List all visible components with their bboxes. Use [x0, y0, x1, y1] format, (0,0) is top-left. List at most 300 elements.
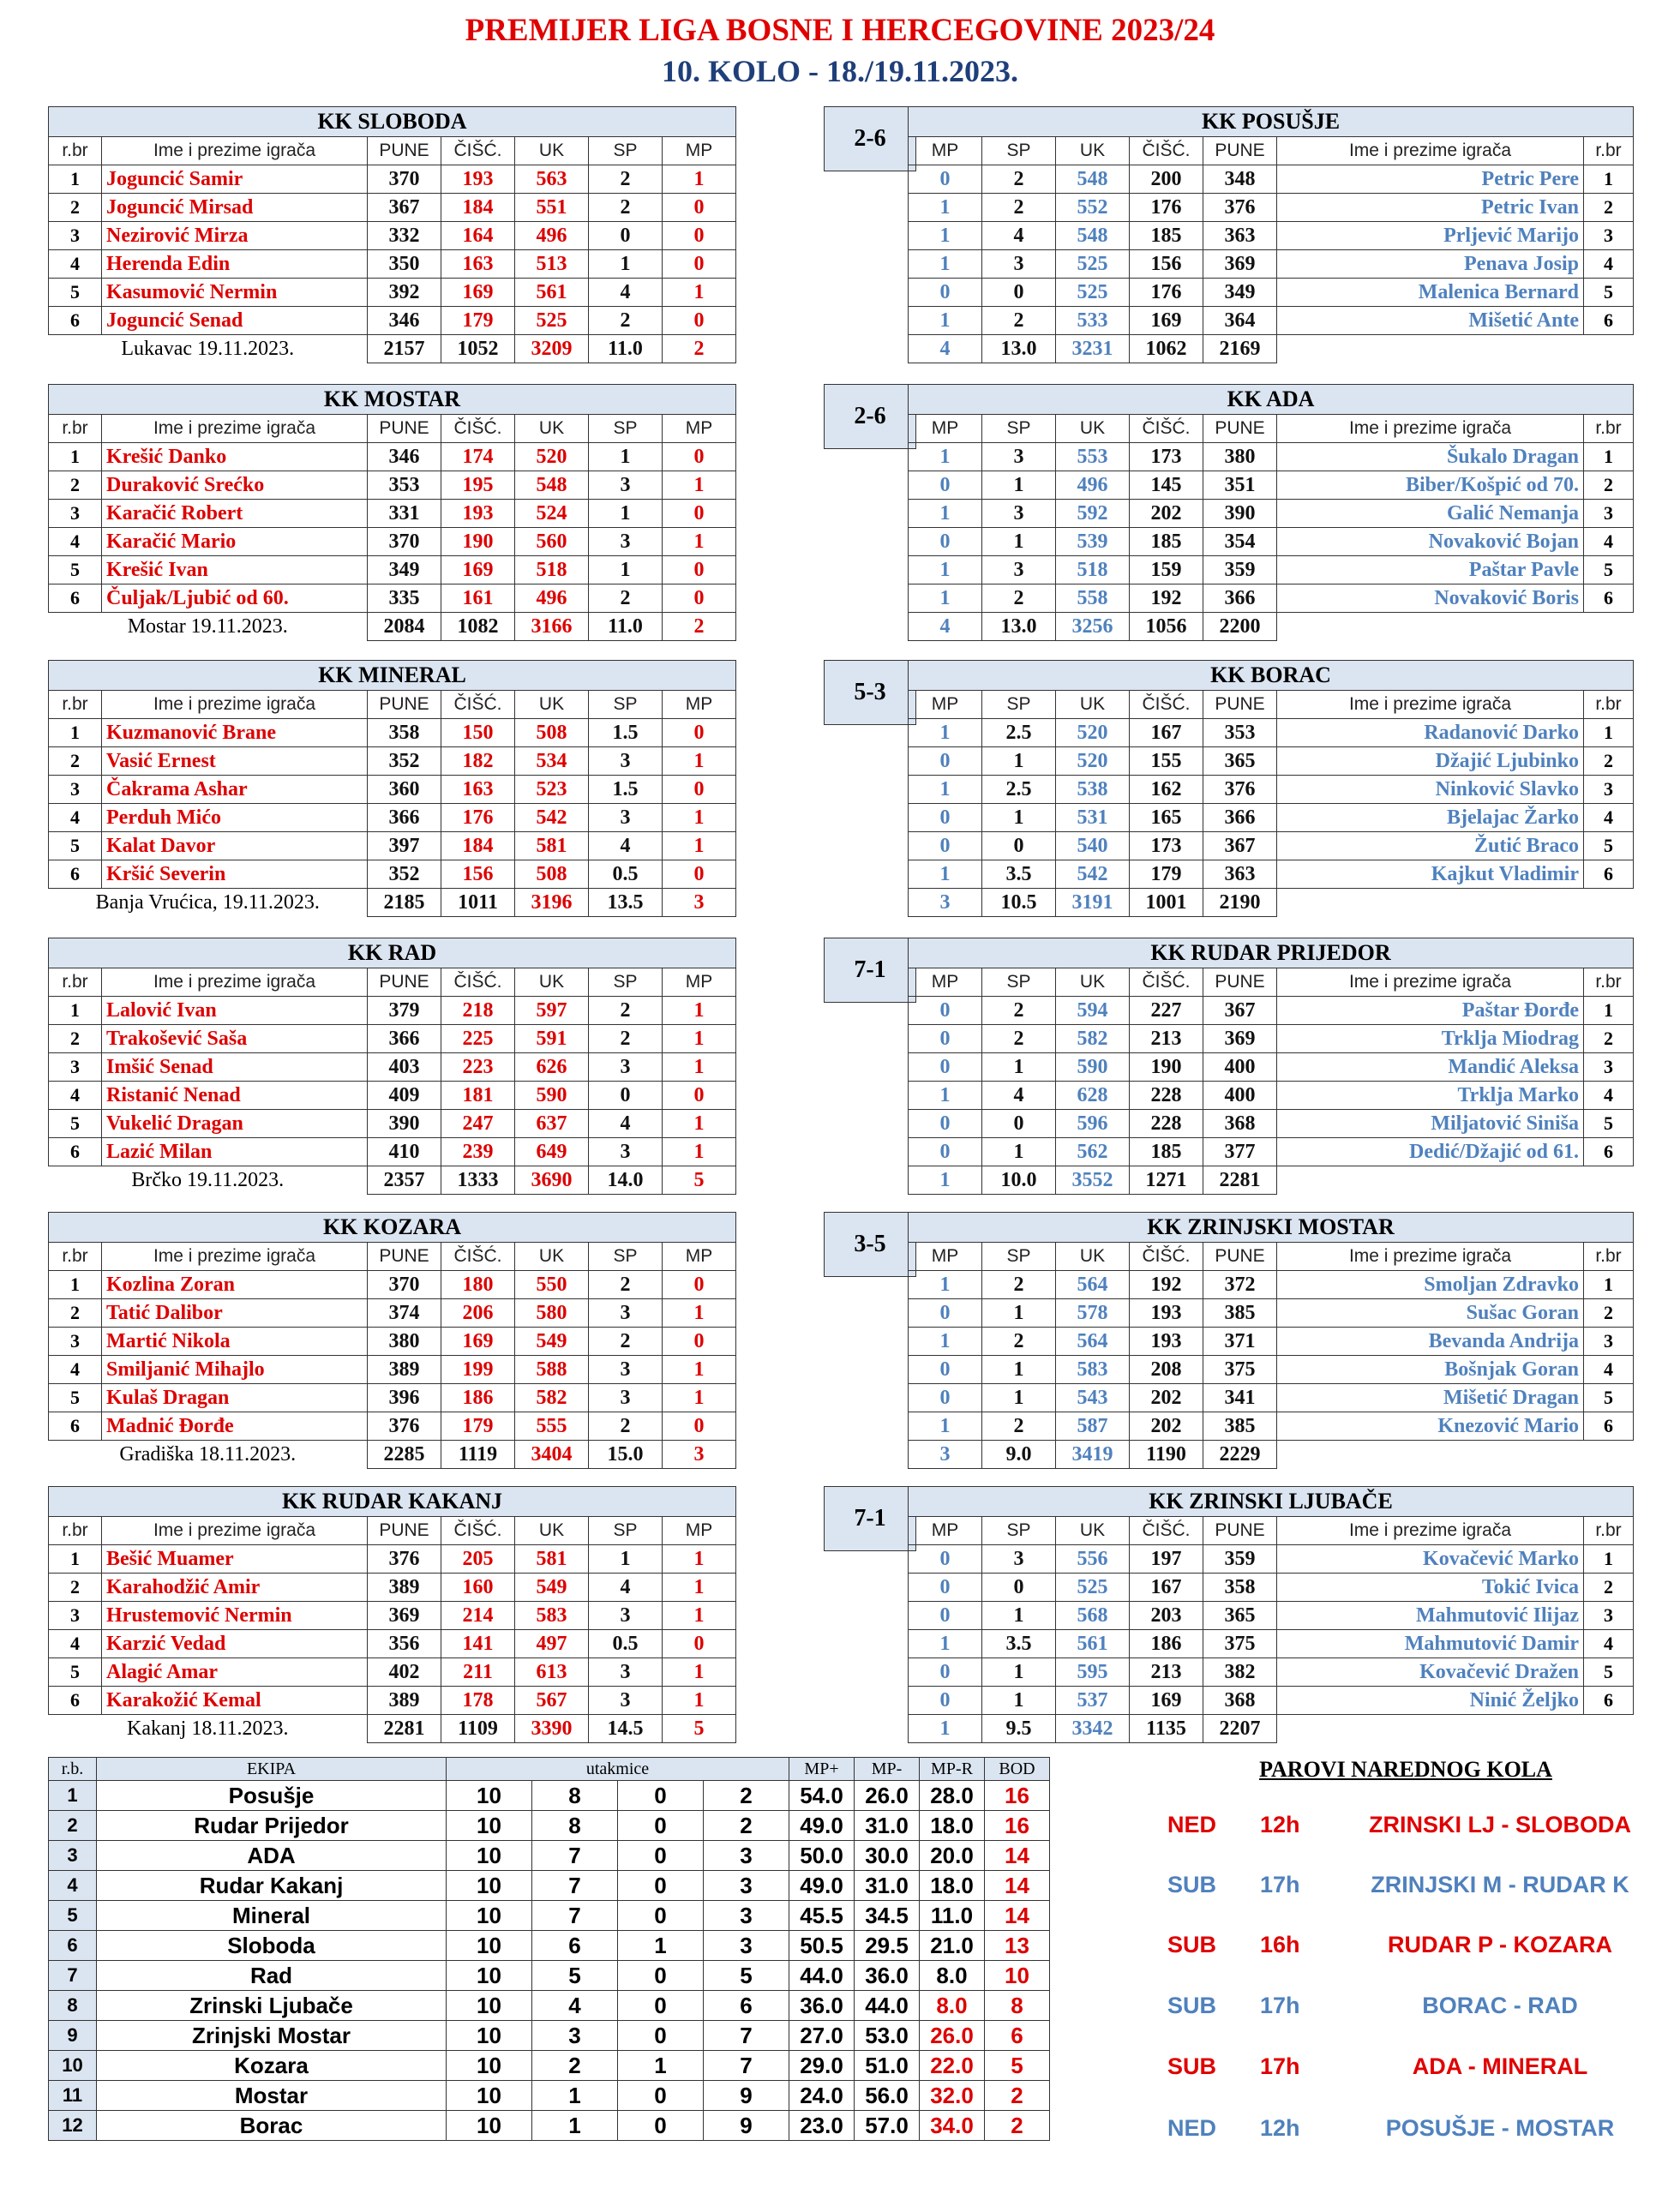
player-sp: 3 [982, 1545, 1056, 1574]
away-team-table [908, 938, 1634, 1195]
player-row [49, 222, 736, 250]
player-uk: 520 [1056, 747, 1130, 776]
player-rank: 4 [1584, 804, 1634, 832]
player-row [49, 1574, 736, 1602]
player-rank: 1 [1584, 719, 1634, 747]
player-sp: 2 [982, 997, 1056, 1025]
player-rank: 3 [1584, 1053, 1634, 1082]
player-pune: 359 [1203, 556, 1277, 584]
standings-draws: 0 [618, 1871, 704, 1901]
total-sp: 10.0 [982, 1166, 1056, 1195]
player-mp: 1 [663, 1602, 736, 1630]
player-sp: 1 [982, 1356, 1056, 1384]
home-total-row [49, 1441, 736, 1469]
player-rank: 3 [49, 1053, 102, 1082]
home-team-name: KK RUDAR KAKANJ [49, 1487, 736, 1517]
player-mp: 0 [909, 279, 982, 307]
home-team-table [48, 1212, 736, 1469]
match-block [48, 1212, 1673, 1478]
match-score: 7-1 [824, 1486, 916, 1551]
player-uk: 590 [1056, 1053, 1130, 1082]
column-header: r.br [1584, 1243, 1634, 1271]
player-uk: 560 [515, 528, 589, 556]
column-header-row [49, 415, 736, 443]
total-pune: 2185 [368, 889, 441, 917]
player-rank: 5 [49, 832, 102, 860]
player-cisc: 173 [1130, 443, 1203, 471]
home-total-row [49, 889, 736, 917]
player-sp: 4 [589, 832, 663, 860]
player-name: Alagić Amar [102, 1658, 368, 1687]
player-name: Biber/Košpić od 70. [1277, 471, 1584, 500]
player-row [909, 584, 1634, 613]
player-cisc: 195 [441, 471, 515, 500]
standings-team: Mostar [97, 2081, 447, 2111]
player-mp: 0 [663, 250, 736, 279]
standings-mp-plus: 29.0 [789, 2051, 855, 2081]
column-header: UK [1056, 691, 1130, 719]
player-pune: 396 [368, 1384, 441, 1412]
column-header: ČIŠĆ. [1130, 1517, 1203, 1545]
column-header: UK [1056, 415, 1130, 443]
player-rank: 1 [1584, 165, 1634, 194]
player-pune: 376 [368, 1545, 441, 1574]
player-pune: 379 [368, 997, 441, 1025]
player-mp: 1 [663, 528, 736, 556]
player-sp: 3 [589, 471, 663, 500]
total-pune: 2190 [1203, 889, 1277, 917]
player-cisc: 159 [1130, 556, 1203, 584]
player-mp: 1 [663, 279, 736, 307]
player-uk: 520 [515, 443, 589, 471]
match-place-date: Lukavac 19.11.2023. [121, 337, 295, 360]
player-cisc: 162 [1130, 776, 1203, 804]
player-uk: 582 [1056, 1025, 1130, 1053]
pair-day: SUB [1167, 2053, 1217, 2079]
player-pune: 370 [368, 528, 441, 556]
player-uk: 549 [515, 1574, 589, 1602]
standings-rank: 7 [49, 1961, 97, 1991]
player-sp: 1 [589, 500, 663, 528]
player-uk: 580 [515, 1299, 589, 1328]
player-cisc: 141 [441, 1630, 515, 1658]
player-row [49, 528, 736, 556]
player-sp: 4 [589, 279, 663, 307]
player-uk: 596 [1056, 1110, 1130, 1138]
player-sp: 2 [982, 584, 1056, 613]
player-sp: 1.5 [589, 776, 663, 804]
player-rank: 3 [49, 500, 102, 528]
standings-points: 16 [985, 1781, 1050, 1811]
player-cisc: 202 [1130, 1412, 1203, 1441]
player-cisc: 239 [441, 1138, 515, 1166]
total-sp: 14.5 [589, 1715, 663, 1743]
player-pune: 346 [368, 307, 441, 335]
pair-time: 16h [1260, 1932, 1300, 1957]
away-team-name: KK ZRINSKI LJUBAČE [909, 1487, 1634, 1517]
standings-mp-diff: 34.0 [920, 2111, 985, 2141]
match-place-date: Mostar 19.11.2023. [127, 614, 288, 638]
player-row [49, 1545, 736, 1574]
total-cisc: 1109 [441, 1715, 515, 1743]
away-team-table [908, 1212, 1634, 1469]
player-row [49, 194, 736, 222]
player-name: Trklja Marko [1277, 1082, 1584, 1110]
player-rank: 1 [1584, 997, 1634, 1025]
player-mp: 0 [663, 860, 736, 889]
player-name: Mahmutović Ilijaz [1277, 1602, 1584, 1630]
standings-header: MP- [855, 1758, 920, 1781]
standings-mp-minus: 31.0 [855, 1871, 920, 1901]
player-mp: 0 [909, 1356, 982, 1384]
player-uk: 533 [1056, 307, 1130, 335]
standings-losses: 3 [704, 1901, 789, 1931]
player-uk: 534 [515, 747, 589, 776]
standings-draws: 0 [618, 2021, 704, 2051]
player-row [49, 307, 736, 335]
player-cisc: 192 [1130, 584, 1203, 613]
player-name: Joguncić Senad [102, 307, 368, 335]
player-row [49, 1658, 736, 1687]
column-header-row [909, 1517, 1634, 1545]
player-rank: 2 [1584, 1025, 1634, 1053]
standings-mp-plus: 24.0 [789, 2081, 855, 2111]
player-cisc: 200 [1130, 165, 1203, 194]
player-cisc: 161 [441, 584, 515, 613]
standings-row [49, 2081, 1050, 2111]
standings-draws: 1 [618, 2051, 704, 2081]
total-sp: 14.0 [589, 1166, 663, 1195]
standings-losses: 7 [704, 2051, 789, 2081]
player-row [49, 250, 736, 279]
player-rank: 4 [49, 804, 102, 832]
total-mp: 5 [663, 1715, 736, 1743]
standings-losses: 3 [704, 1931, 789, 1961]
player-rank: 6 [49, 860, 102, 889]
standings-losses: 2 [704, 1781, 789, 1811]
player-name: Trakošević Saša [102, 1025, 368, 1053]
player-rank: 1 [49, 719, 102, 747]
player-uk: 637 [515, 1110, 589, 1138]
player-mp: 0 [909, 997, 982, 1025]
pair-match: RUDAR P - KOZARA [1388, 1932, 1612, 1957]
player-pune: 376 [1203, 776, 1277, 804]
player-row [909, 1271, 1634, 1299]
player-uk: 531 [1056, 804, 1130, 832]
player-mp: 0 [909, 471, 982, 500]
player-pune: 348 [1203, 165, 1277, 194]
player-pune: 376 [368, 1412, 441, 1441]
player-mp: 1 [663, 1025, 736, 1053]
total-mp: 4 [909, 613, 982, 641]
player-uk: 561 [515, 279, 589, 307]
standings-header-row [49, 1758, 1050, 1781]
standings-table [48, 1757, 1050, 2141]
standings-wins: 7 [532, 1841, 618, 1871]
player-mp: 1 [663, 997, 736, 1025]
column-header: UK [515, 691, 589, 719]
player-mp: 0 [663, 1328, 736, 1356]
player-rank: 3 [49, 776, 102, 804]
standings-rank: 9 [49, 2021, 97, 2051]
player-mp: 1 [663, 1545, 736, 1574]
player-sp: 0 [982, 279, 1056, 307]
player-sp: 4 [982, 222, 1056, 250]
player-mp: 1 [663, 1574, 736, 1602]
player-mp: 0 [663, 1630, 736, 1658]
home-team-name: KK MOSTAR [49, 385, 736, 415]
player-sp: 3 [589, 1053, 663, 1082]
total-uk: 3191 [1056, 889, 1130, 917]
standings-losses: 3 [704, 1871, 789, 1901]
column-header: SP [982, 137, 1056, 165]
column-header: PUNE [1203, 415, 1277, 443]
player-uk: 543 [1056, 1384, 1130, 1412]
player-pune: 392 [368, 279, 441, 307]
total-sp: 13.0 [982, 335, 1056, 363]
player-pune: 377 [1203, 1138, 1277, 1166]
player-sp: 2 [589, 1328, 663, 1356]
player-sp: 2 [589, 997, 663, 1025]
column-header: r.br [49, 691, 102, 719]
player-sp: 3 [589, 528, 663, 556]
column-header-row [909, 691, 1634, 719]
player-sp: 1 [982, 747, 1056, 776]
total-uk: 3419 [1056, 1441, 1130, 1469]
away-total-row [909, 1715, 1634, 1743]
player-cisc: 178 [441, 1687, 515, 1715]
player-rank: 3 [1584, 1602, 1634, 1630]
player-sp: 2 [589, 584, 663, 613]
player-uk: 558 [1056, 584, 1130, 613]
standings-mp-diff: 21.0 [920, 1931, 985, 1961]
player-row [49, 1110, 736, 1138]
player-rank: 1 [1584, 1271, 1634, 1299]
player-row [49, 1025, 736, 1053]
column-header: Ime i prezime igrača [1277, 968, 1584, 997]
pair-match: ZRINJSKI M - RUDAR K [1371, 1872, 1629, 1897]
player-cisc: 169 [441, 1328, 515, 1356]
standings-mp-minus: 26.0 [855, 1781, 920, 1811]
player-mp: 1 [909, 1082, 982, 1110]
column-header: MP [663, 1243, 736, 1271]
player-cisc: 173 [1130, 832, 1203, 860]
pair-time: 17h [1260, 1872, 1300, 1897]
player-pune: 360 [368, 776, 441, 804]
player-name: Petric Ivan [1277, 194, 1584, 222]
player-rank: 1 [1584, 1545, 1634, 1574]
player-pune: 341 [1203, 1384, 1277, 1412]
match-score: 2-6 [824, 384, 916, 449]
player-row [49, 1630, 736, 1658]
home-team-name: KK MINERAL [49, 661, 736, 691]
standings-losses: 3 [704, 1841, 789, 1871]
player-uk: 508 [515, 719, 589, 747]
player-sp: 2 [589, 1412, 663, 1441]
player-name: Galić Nemanja [1277, 500, 1584, 528]
standings-losses: 6 [704, 1991, 789, 2021]
player-pune: 400 [1203, 1053, 1277, 1082]
player-row [909, 1299, 1634, 1328]
standings-mp-diff: 20.0 [920, 1841, 985, 1871]
column-header: PUNE [1203, 691, 1277, 719]
player-mp: 1 [909, 1630, 982, 1658]
player-uk: 552 [1056, 194, 1130, 222]
player-rank: 4 [49, 1630, 102, 1658]
total-pune: 2285 [368, 1441, 441, 1469]
player-sp: 1 [589, 443, 663, 471]
player-uk: 497 [515, 1630, 589, 1658]
standings-points: 2 [985, 2111, 1050, 2141]
player-rank: 5 [1584, 1658, 1634, 1687]
player-name: Kalat Davor [102, 832, 368, 860]
standings-row [49, 1781, 1050, 1811]
player-cisc: 180 [441, 1271, 515, 1299]
player-row [49, 584, 736, 613]
player-pune: 385 [1203, 1412, 1277, 1441]
player-row [49, 279, 736, 307]
player-name: Duraković Srećko [102, 471, 368, 500]
away-team-name: KK POSUŠJE [909, 107, 1634, 137]
column-header: UK [1056, 137, 1130, 165]
player-sp: 3 [982, 500, 1056, 528]
player-cisc: 193 [1130, 1299, 1203, 1328]
player-rank: 6 [1584, 307, 1634, 335]
player-name: Tokić Ivica [1277, 1574, 1584, 1602]
total-cisc: 1271 [1130, 1166, 1203, 1195]
total-sp: 11.0 [589, 613, 663, 641]
standings-rank: 2 [49, 1811, 97, 1841]
player-uk: 555 [515, 1412, 589, 1441]
player-cisc: 186 [441, 1384, 515, 1412]
player-sp: 2 [589, 165, 663, 194]
player-cisc: 179 [1130, 860, 1203, 889]
player-pune: 366 [368, 804, 441, 832]
total-uk: 3256 [1056, 613, 1130, 641]
player-pune: 370 [368, 1271, 441, 1299]
player-uk: 540 [1056, 832, 1130, 860]
column-header: PUNE [368, 1517, 441, 1545]
home-team-table [48, 106, 736, 363]
player-mp: 1 [909, 250, 982, 279]
total-uk: 3552 [1056, 1166, 1130, 1195]
standings-points: 2 [985, 2081, 1050, 2111]
total-pune: 2281 [368, 1715, 441, 1743]
standings-header: EKIPA [97, 1758, 447, 1781]
player-name: Madnić Đorđe [102, 1412, 368, 1441]
column-header: PUNE [368, 691, 441, 719]
player-row [909, 279, 1634, 307]
total-cisc: 1052 [441, 335, 515, 363]
standings-losses: 9 [704, 2081, 789, 2111]
player-mp: 0 [909, 1545, 982, 1574]
player-sp: 1.5 [589, 719, 663, 747]
player-pune: 352 [368, 747, 441, 776]
column-header: Ime i prezime igrača [102, 1243, 368, 1271]
player-rank: 5 [1584, 1384, 1634, 1412]
player-name: Žutić Braco [1277, 832, 1584, 860]
player-row [909, 832, 1634, 860]
player-pune: 367 [1203, 997, 1277, 1025]
player-uk: 578 [1056, 1299, 1130, 1328]
total-uk: 3690 [515, 1166, 589, 1195]
player-pune: 359 [1203, 1545, 1277, 1574]
player-mp: 1 [663, 165, 736, 194]
player-pune: 365 [1203, 1602, 1277, 1630]
home-team-header-row [49, 1487, 736, 1517]
player-cisc: 160 [441, 1574, 515, 1602]
player-mp: 1 [909, 307, 982, 335]
standings-team: Borac [97, 2111, 447, 2141]
player-name: Kršić Severin [102, 860, 368, 889]
home-team-header-row [49, 938, 736, 968]
standings-rank: 5 [49, 1901, 97, 1931]
player-cisc: 167 [1130, 719, 1203, 747]
standings-row [49, 1811, 1050, 1841]
player-name: Smoljan Zdravko [1277, 1271, 1584, 1299]
player-name: Kovačević Marko [1277, 1545, 1584, 1574]
standings-points: 5 [985, 2051, 1050, 2081]
column-header-row [909, 1243, 1634, 1271]
column-header: ČIŠĆ. [1130, 1243, 1203, 1271]
total-cisc: 1062 [1130, 335, 1203, 363]
player-sp: 3 [589, 1687, 663, 1715]
player-row [49, 165, 736, 194]
standings-mp-minus: 56.0 [855, 2081, 920, 2111]
total-mp: 2 [663, 335, 736, 363]
player-sp: 2 [982, 1328, 1056, 1356]
player-pune: 353 [368, 471, 441, 500]
player-name: Smiljanić Mihajlo [102, 1356, 368, 1384]
player-rank: 1 [1584, 443, 1634, 471]
player-cisc: 184 [441, 194, 515, 222]
player-mp: 0 [663, 1412, 736, 1441]
player-rank: 5 [1584, 832, 1634, 860]
empty-cell [1277, 889, 1634, 917]
player-cisc: 218 [441, 997, 515, 1025]
player-cisc: 190 [1130, 1053, 1203, 1082]
player-row [49, 1271, 736, 1299]
column-header: SP [982, 968, 1056, 997]
standings-mp-diff: 22.0 [920, 2051, 985, 2081]
column-header: ČIŠĆ. [1130, 691, 1203, 719]
player-uk: 583 [1056, 1356, 1130, 1384]
player-sp: 2 [589, 307, 663, 335]
column-header: Ime i prezime igrača [1277, 415, 1584, 443]
player-pune: 366 [1203, 804, 1277, 832]
match-block [48, 384, 1673, 650]
player-name: Martić Nikola [102, 1328, 368, 1356]
player-name: Vasić Ernest [102, 747, 368, 776]
match-score: 5-3 [824, 660, 916, 725]
player-mp: 0 [909, 1384, 982, 1412]
column-header: ČIŠĆ. [441, 1517, 515, 1545]
player-rank: 4 [49, 250, 102, 279]
player-pune: 372 [1203, 1271, 1277, 1299]
match-block [48, 660, 1673, 926]
away-team-table [908, 1486, 1634, 1743]
player-name: Kovačević Dražen [1277, 1658, 1584, 1687]
player-rank: 2 [1584, 1299, 1634, 1328]
player-row [909, 1082, 1634, 1110]
player-mp: 0 [663, 556, 736, 584]
column-header: Ime i prezime igrača [102, 691, 368, 719]
column-header: Ime i prezime igrača [1277, 137, 1584, 165]
player-mp: 0 [909, 747, 982, 776]
total-uk: 3209 [515, 335, 589, 363]
player-name: Karačić Mario [102, 528, 368, 556]
column-header: MP [663, 415, 736, 443]
